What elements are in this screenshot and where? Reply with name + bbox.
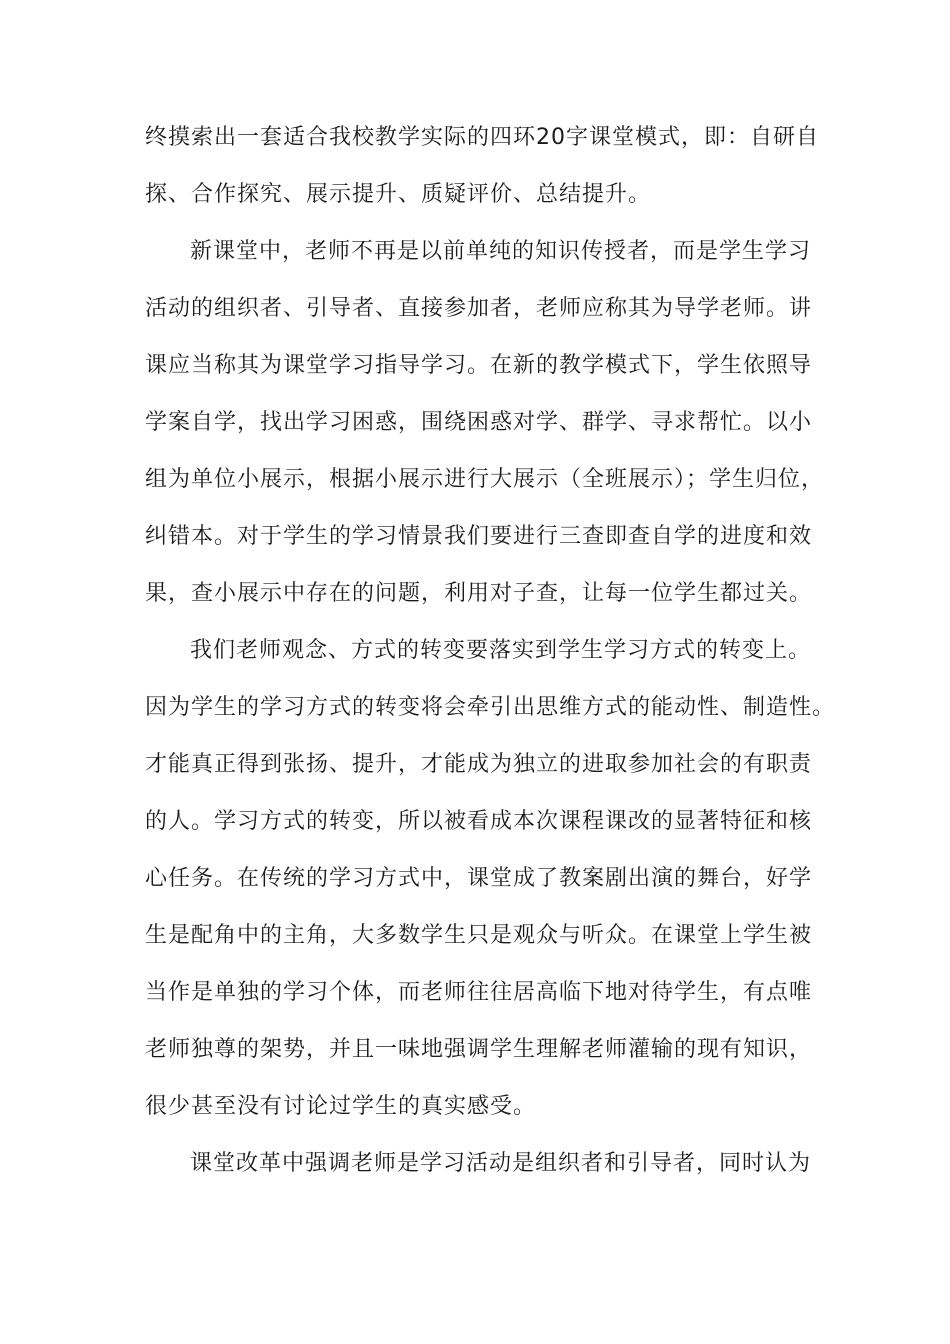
text-line: 组为单位小展示，根据小展示进行大展示（全班展示）；学生归位，	[145, 467, 825, 492]
text-line: 学案自学，找出学习困惑，围绕困惑对学、群学、寻求帮忙。以小	[145, 410, 813, 435]
text-line: 才能真正得到张扬、提升，才能成为独立的进取参加社会的有职责	[145, 752, 813, 777]
text-line: 老师独尊的架势，并且一味地强调学生理解老师灌输的现有知识，	[145, 1037, 813, 1062]
paragraph-start-line: 我们老师观念、方式的转变要落实到学生学习方式的转变上。	[190, 638, 812, 663]
text-line: 活动的组织者、引导者、直接参加者，老师应称其为导学老师。讲	[145, 296, 813, 321]
text-line: 生是配角中的主角，大多数学生只是观众与听众。在课堂上学生被	[145, 923, 813, 948]
paragraph-start-line: 新课堂中，老师不再是以前单纯的知识传授者，而是学生学习	[190, 239, 812, 264]
text-line: 因为学生的学习方式的转变将会牵引出思维方式的能动性、制造性。	[145, 695, 836, 720]
text-line: 很少甚至没有讨论过学生的真实感受。	[145, 1094, 537, 1119]
text-line: 心任务。在传统的学习方式中，课堂成了教案剧出演的舞台，好学	[145, 866, 813, 891]
text-line: 探、合作探究、展示提升、质疑评价、总结提升。	[145, 182, 652, 207]
paragraph-start-line: 课堂改革中强调老师是学习活动是组织者和引导者，同时认为	[190, 1151, 812, 1176]
text-line: 果，查小展示中存在的问题，利用对子查，让每一位学生都过关。	[145, 581, 813, 606]
text-line: 当作是单独的学习个体，而老师往往居高临下地对待学生，有点唯	[145, 980, 813, 1005]
text-line: 课应当称其为课堂学习指导学习。在新的教学模式下，学生依照导	[145, 353, 813, 378]
text-line: 终摸索出一套适合我校教学实际的四环20字课堂模式，即：自研自	[145, 125, 819, 150]
text-line: 纠错本。对于学生的学习情景我们要进行三查即查自学的进度和效	[145, 524, 813, 549]
text-line: 的人。学习方式的转变，所以被看成本次课程课改的显著特征和核	[145, 809, 813, 834]
